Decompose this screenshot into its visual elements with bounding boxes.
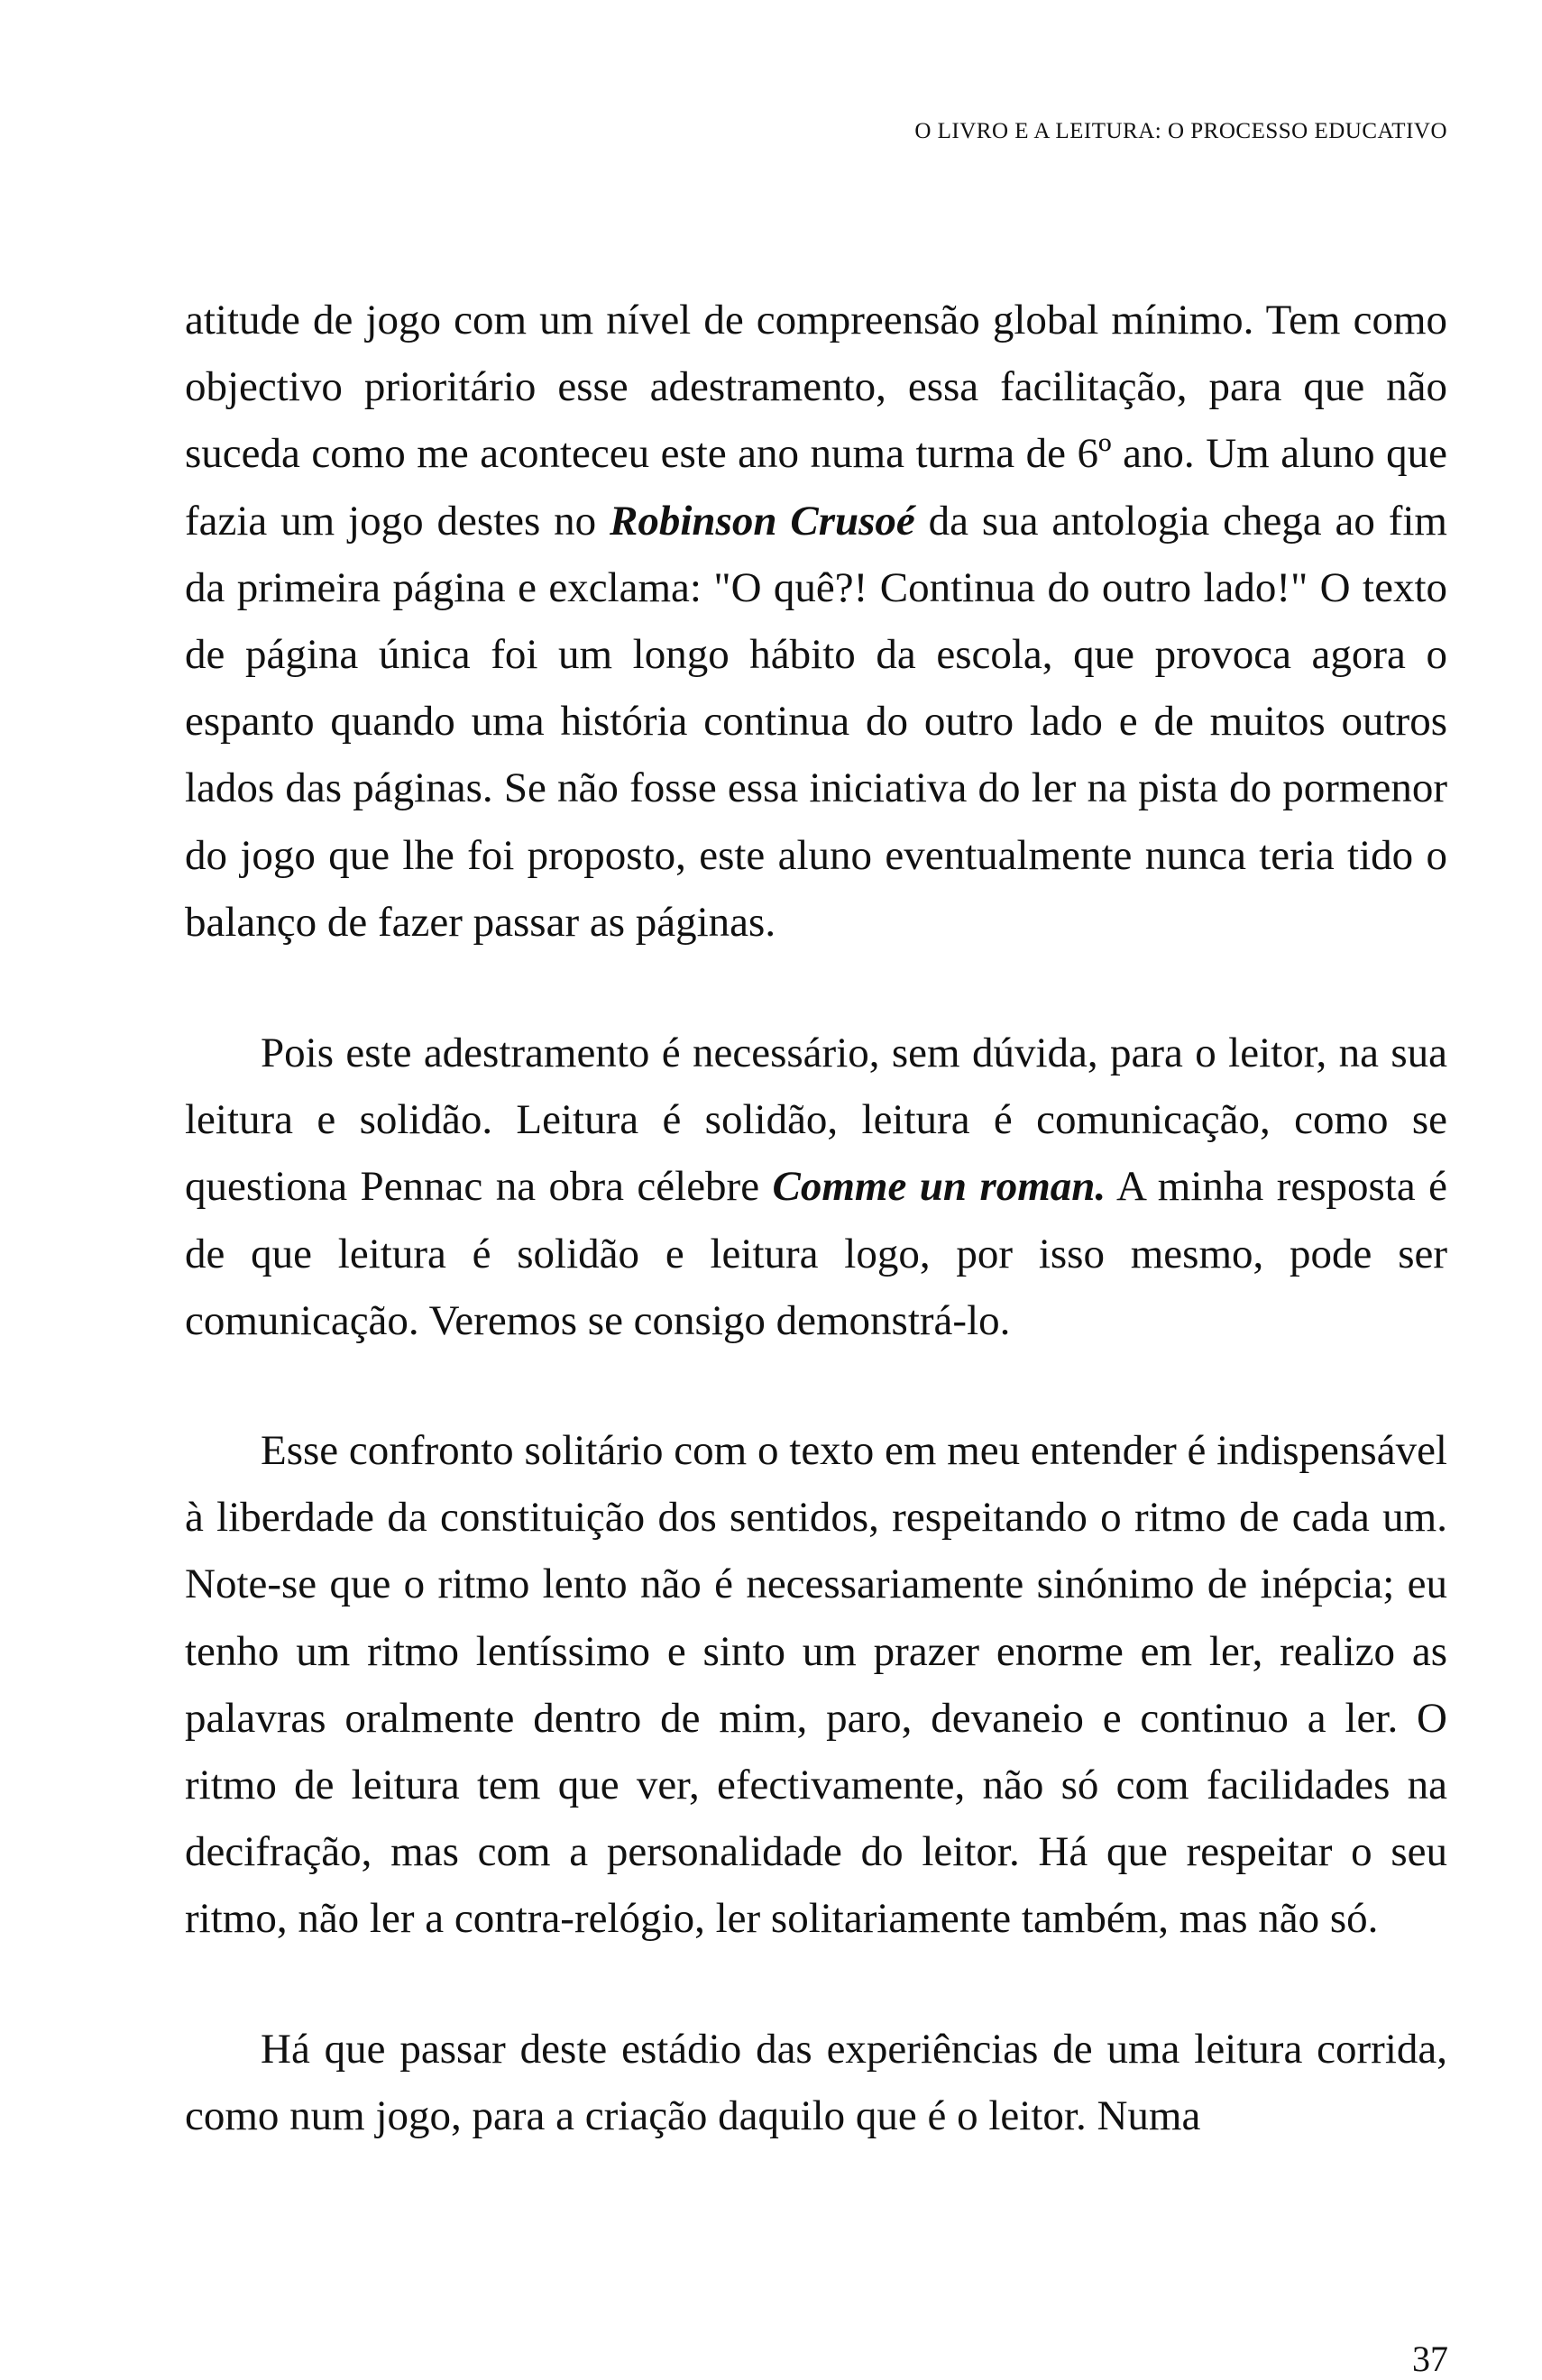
book-title-robinson-crusoe: Robinson Crusoé — [610, 497, 915, 545]
paragraph-2-text-before-title: Pois este adestramento é necessário, sem dúvida, para o leitor, na sua leitura e solidão. Leitura é solidão, leitura é comunicação, como se questiona Pennac na obra célebre — [185, 1030, 1447, 1211]
page-number: 37 — [1412, 2339, 1448, 2379]
running-header: O LIVRO E A LEITURA: O PROCESSO EDUCATIVO — [914, 119, 1447, 143]
book-title-comme-un-roman: Comme un roman. — [772, 1163, 1106, 1211]
paragraph-4-text: Há que passar deste estádio das experiências de uma leitura corrida, como num jogo, para a criação daquilo que é o leitor. Numa — [185, 2025, 1447, 2139]
paragraph-2 — [185, 1020, 1447, 1354]
paragraph-2-text-after-title: A minha resposta é de que leitura é solidão e leitura logo, por isso mesmo, pode ser comunicação. Veremos se consigo demonstrá-lo. — [185, 1163, 1448, 1344]
paragraph-3-text: Esse confronto solitário com o texto em meu entender é indispensável à liberdade da constituição dos sentidos, respeitando o ritmo de cada um. Note-se que o ritmo lento não é necessariamente sinónimo de inépcia; eu tenho um ritmo lentíssimo e sinto um prazer enorme em ler, realizo as palavras oralmente dentro de mim, paro, devaneio e continuo a ler. O ritmo de leitura tem que ver, efectivamente, não só com facilidades na decifração, mas com a personalidade do leitor. Há que respeitar o seu ritmo, não ler a contra-relógio, ler solitariamente também, mas não só. — [185, 1427, 1447, 1943]
paragraph-3 — [185, 1417, 1447, 1953]
paragraph-4 — [185, 2016, 1447, 2149]
paragraph-1-text-before-title: atitude de jogo com um nível de compreensão global mínimo. Tem como objectivo prioritário esse adestramento, essa facilitação, para que não suceda como me aconteceu este ano numa turma de 6º ano. Um aluno que fazia um jogo destes no — [185, 297, 1447, 545]
paragraph-1 — [185, 287, 1447, 956]
paragraph-1-text-after-title: da sua antologia chega ao fim da primeira página e exclama: "O quê?! Continua do outro lado!" O texto de página única foi um longo hábito da escola, que provoca agora o espanto quando uma história continua do outro lado e de muitos outros lados das páginas. Se não fosse essa iniciativa do ler na pista do pormenor do jogo que lhe foi proposto, este aluno eventualmente nunca teria tido o balanço de fazer passar as páginas. — [185, 497, 1447, 946]
body-text — [185, 287, 1447, 2149]
